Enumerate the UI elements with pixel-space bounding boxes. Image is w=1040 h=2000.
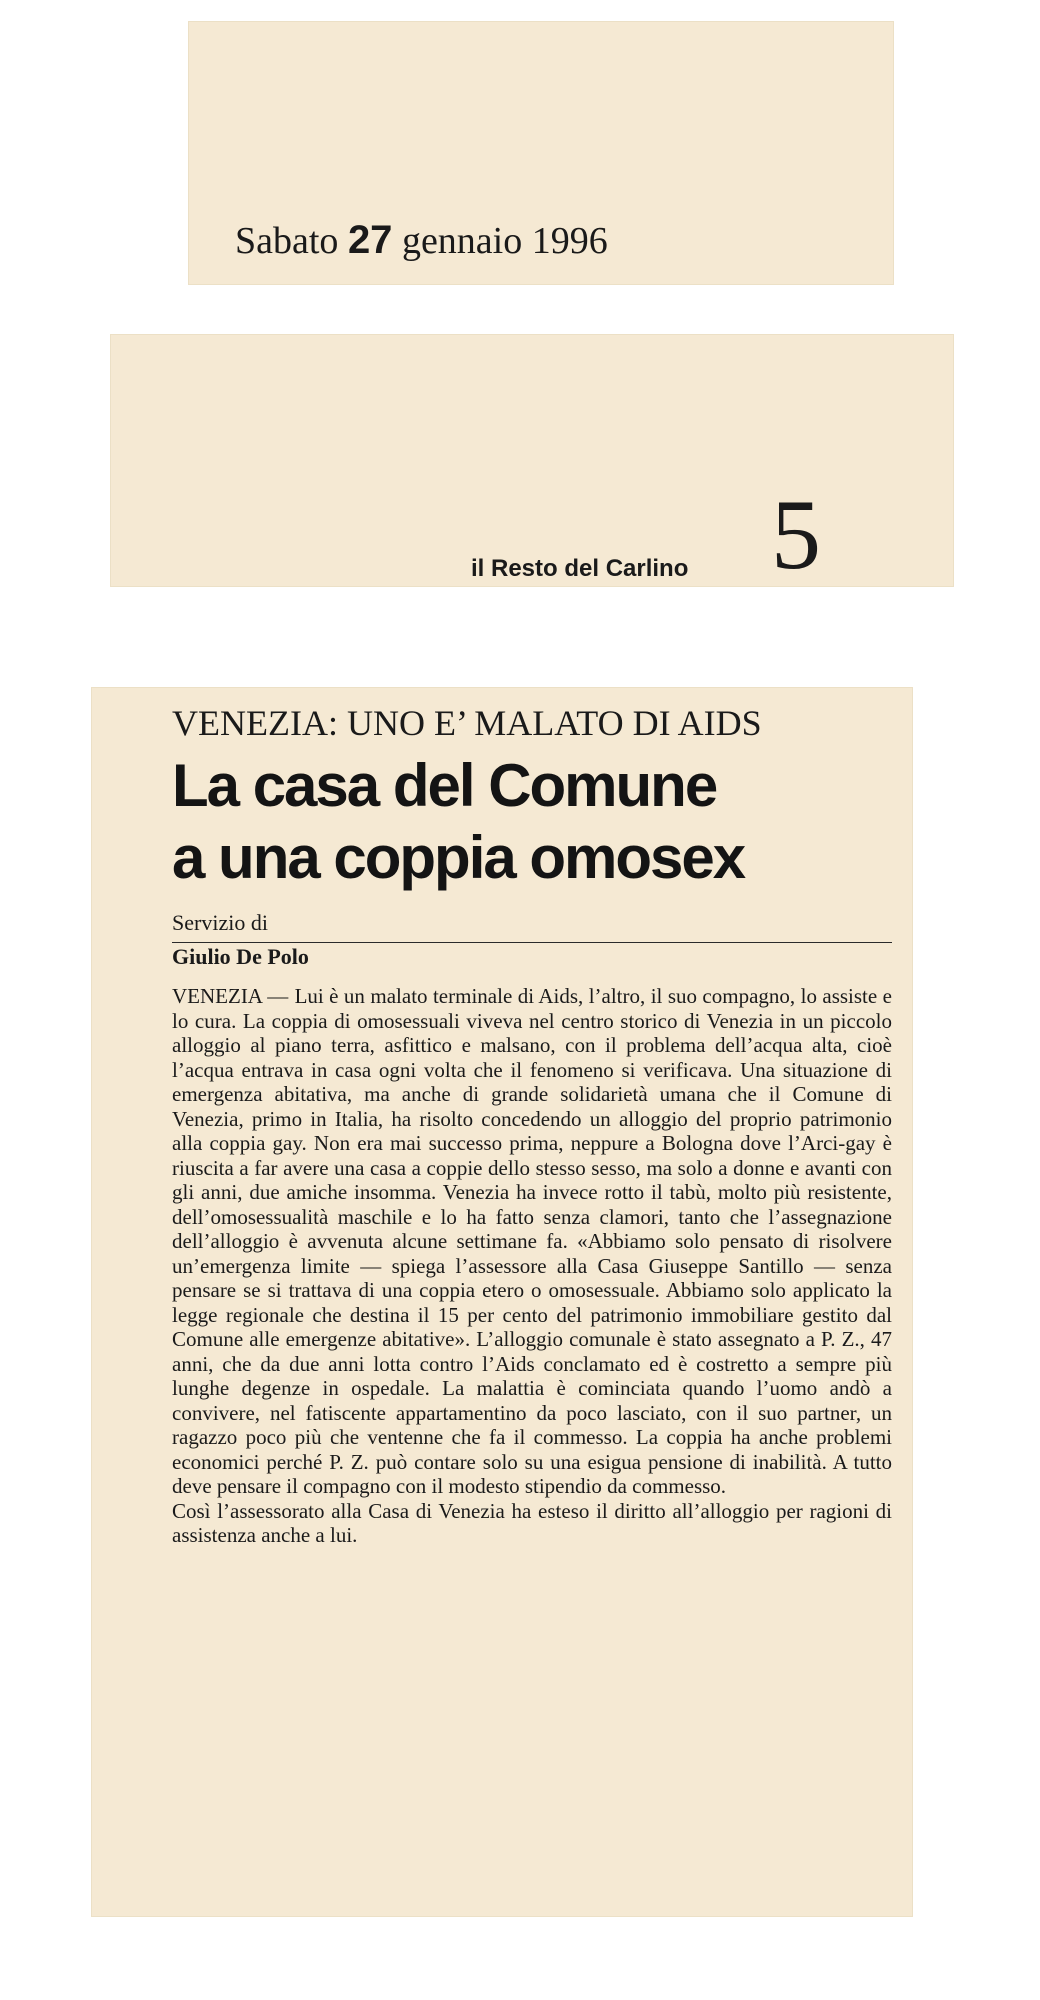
article-paragraph: Così l’assessorato alla Casa di Venezia ha esteso il diritto all’alloggio per ragioni di assistenza anche a lui. [172, 1498, 892, 1547]
article-headline [172, 750, 892, 894]
date-month-year: gennaio 1996 [401, 220, 608, 262]
headline-line-1: La casa del Comune [172, 752, 717, 819]
article-body [172, 984, 892, 1548]
newspaper-name: il Resto del Carlino [471, 555, 689, 582]
date-weekday: Sabato [235, 220, 339, 262]
date-day: 27 [347, 218, 393, 262]
article-paragraph-1-text: Lui è un malato terminale di Aids, l’altro, il suo compagno, lo assiste e lo cura. La coppia di omosessuali viveva nel centro storico di Venezia in un piccolo alloggio al piano terra, asfittico e malsano, con il problema dell’acqua alta, cioè l’acqua entrava in casa ogni volta che il fenomeno si verificava. Una situazione di emergenza abitativa, ma anche di grande solidarietà umana che il Comune di Venezia, primo in Italia, ha risolto concedendo un alloggio del proprio patrimonio alla coppia gay. Non era mai successo prima, neppure a Bologna dove l’Arci-gay è riuscita a far avere una casa a coppie dello stesso sesso, ma solo a donne e avanti con gli anni, due amiche insomma. Venezia ha invece rotto il tabù, molto più resistente, dell’omosessualità maschile e lo ha fatto senza clamori, tanto che l’assegnazione dell’alloggio è avvenuta alcune settimane fa. «Abbiamo solo pensato di risolvere un’emergenza limite — spiega l’assessore alla Casa Giuseppe Santillo — senza pensare se si trattava di una coppia etero o omosessuale. Abbiamo solo applicato la legge regionale che destina il 15 per cento del patrimonio immobiliare gestito dal Comune alle emergenze abitative». L’alloggio comunale è stato assegnato a P. Z., 47 anni, che da due anni lotta contro l’Aids conclamato ed è costretto a sempre più lunghe degenze in ospedale. La malattia è cominciata quando l’uomo andò a convivere, nel fatiscente appartamentino da poco lasciato, con il suo partner, un ragazzo poco più che ventenne che fa il commesso. La coppia ha anche problemi economici perché P. Z. può contare solo su una esigua pensione di inabilità. A tutto deve pensare il compagno con il modesto stipendio da commesso. [172, 984, 892, 1498]
article-dateline: VENEZIA — [172, 984, 289, 1008]
byline-intro: Servizio di [172, 910, 268, 935]
article-kicker: VENEZIA: UNO E’ MALATO DI AIDS [172, 703, 762, 743]
byline-author: Giulio De Polo [172, 944, 309, 969]
article-clipping [92, 688, 912, 1916]
publication-date [235, 218, 835, 268]
masthead-clipping [111, 335, 953, 590]
headline-line-2: a una coppia omosex [172, 824, 745, 891]
page-number: 5 [771, 479, 821, 590]
article-paragraph [172, 984, 892, 1499]
byline-divider [172, 942, 892, 943]
date-clipping [189, 22, 893, 284]
